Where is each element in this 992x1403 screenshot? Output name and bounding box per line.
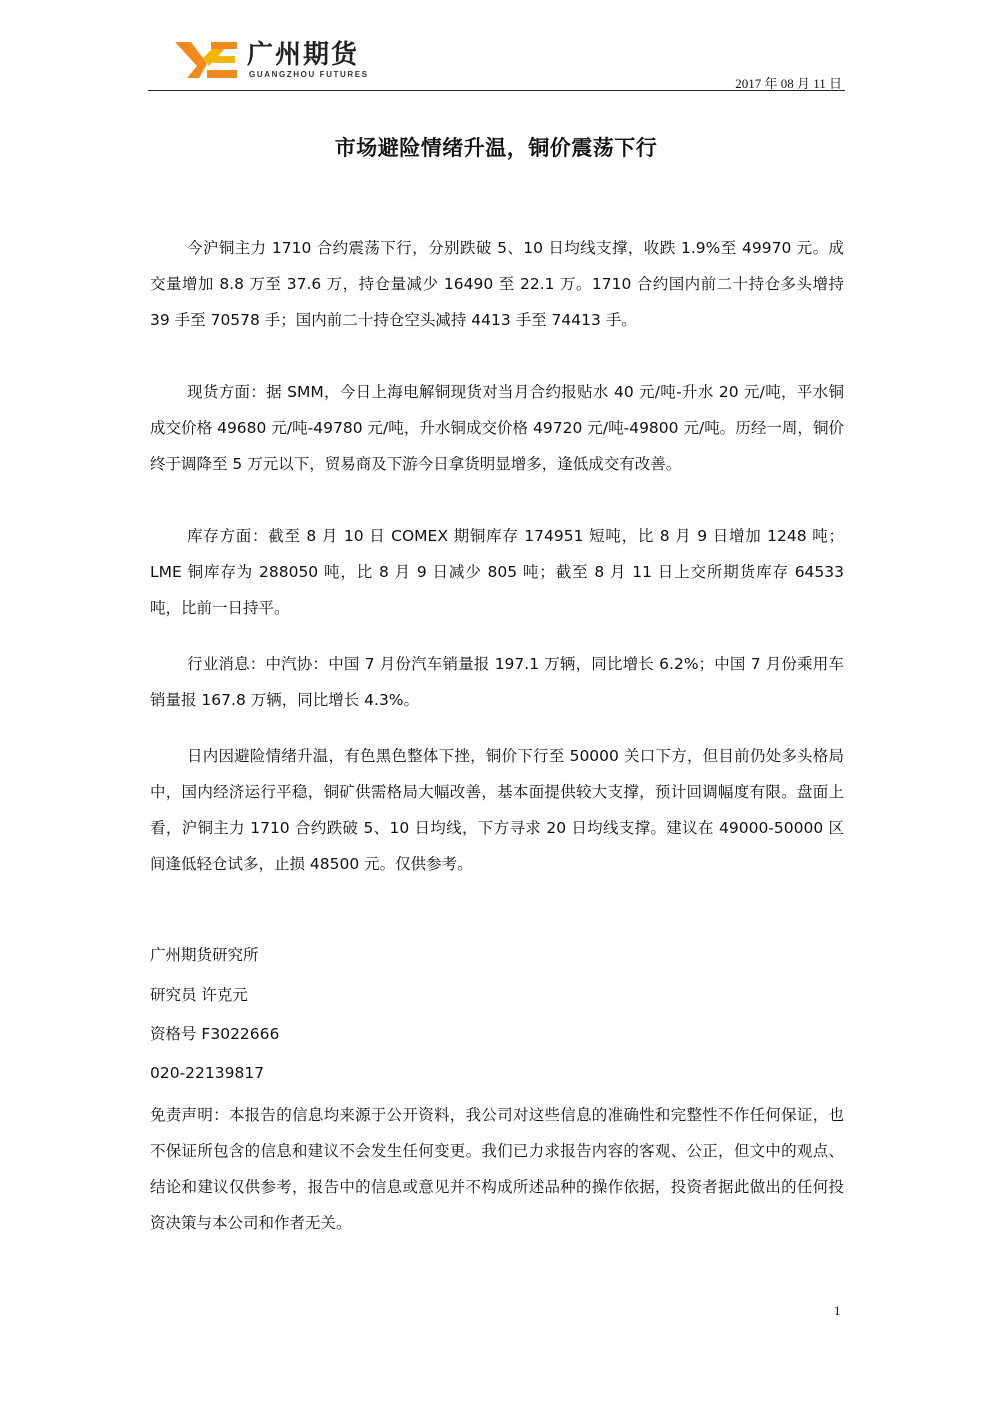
signature-organization: 广州期货研究所	[150, 946, 259, 964]
paragraph-industry-news: 行业消息：中汽协：中国 7 月份汽车销量报 197.1 万辆，同比增长 6.2%；中国 7 月份乘用车销量报 167.8 万辆，同比增长 4.3%。	[150, 655, 844, 709]
report-date: 2017 年 08 月 11 日	[735, 76, 842, 91]
company-logo	[173, 40, 373, 84]
paragraph-outlook: 日内因避险情绪升温，有色黑色整体下挫，铜价下行至 50000 关口下方，但目前仍处多头格局中，国内经济运行平稳，铜矿供需格局大幅改善，基本面提供较大支撑，预计回调幅度有限。盘面上看，沪铜主力 1710 合约跌破 5、10 日均线，下方寻求 20 日均线支撑。建议在 49000-50000 区间逢低轻仓试多，止损 48500 元。仅供参考。	[150, 747, 844, 873]
paragraph-market-summary: 今沪铜主力 1710 合约震荡下行，分别跌破 5、10 日均线支撑，收跌 1.9%至 49970 元。成交量增加 8.8 万至 37.6 万，持仓量减少 16490 至 22.1 万。1710 合约国内前二十持仓多头增持 39 手至 70578 手；国内前二十持仓空头减持 4413 手至 74413 手。	[150, 239, 844, 329]
signature-license: 资格号 F3022666	[150, 1025, 280, 1043]
paragraph-spot: 现货方面：据 SMM，今日上海电解铜现货对当月合约报贴水 40 元/吨-升水 20 元/吨，平水铜成交价格 49680 元/吨-49780 元/吨，升水铜成交价格 49720 元/吨-49800 元/吨。历经一周，铜价终于调降至 5 万元以下，贸易商及下游今日拿货明显增多，逢低成交有改善。	[150, 383, 844, 473]
company-logo-mark-icon	[173, 40, 239, 80]
report-title: 市场避险情绪升温，铜价震荡下行	[334, 136, 658, 160]
paragraph-inventory: 库存方面：截至 8 月 10 日 COMEX 期铜库存 174951 短吨，比 8 月 9 日增加 1248 吨；LME 铜库存为 288050 吨，比 8 月 9 日减少 805 吨；截至 8 月 11 日上交所期货库存 64533 吨，比前一日持平。	[150, 527, 844, 617]
signature-phone: 020-22139817	[150, 1064, 265, 1082]
logo-english-name: GUANGZHOU FUTURES	[249, 70, 369, 79]
logo-chinese-name: 广州期货	[247, 40, 360, 70]
disclaimer: 免责声明：本报告的信息均来源于公开资料，我公司对这些信息的准确性和完整性不作任何保证，也不保证所包含的信息和建议不会发生任何变更。我们已力求报告内容的客观、公正，但文中的观点、结论和建议仅供参考，报告中的信息或意见并不构成所述品种的操作依据，投资者据此做出的任何投资决策与本公司和作者无关。	[150, 1106, 844, 1232]
page-number: 1	[834, 1303, 841, 1318]
signature-researcher: 研究员 许克元	[150, 986, 248, 1004]
header-divider	[148, 90, 845, 91]
